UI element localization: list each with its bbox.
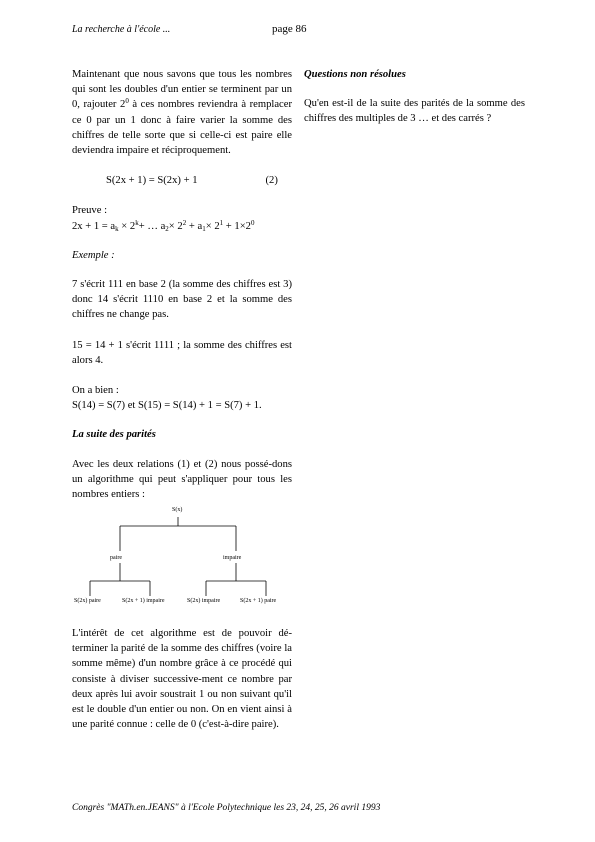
right-column xyxy=(304,67,525,127)
left-column xyxy=(72,67,292,502)
example-paragraph-1: 7 s'écrit 111 en base 2 (la somme des chiffres est 3) donc 14 s'écrit 1110 en base 2 et la somme des chiffres ne change pas. xyxy=(72,279,292,321)
tree-leaf-4: S(2x + 1) paire xyxy=(240,598,277,604)
tree-leaf-2: S(2x + 1) impaire xyxy=(122,598,165,604)
tree-node-paire: paire xyxy=(110,555,122,561)
algorithm-interest-paragraph: L'intérêt de cet algorithme est de pouvoir dé-terminer la parité de la somme des chiffres (voire la somme même) d'un nombre grâce à ce procédé qui consiste à diviser successive-ment ce nombre par deux après lui avoir soustrait 1 ou non suivant qu'il est le double d'un entier ou non. On en vient ainsi à une parité connue : celle de 0 (c'est-à-dire paire). xyxy=(72,628,292,731)
intro-paragraph: Maintenant que nous savons que tous les nombres qui sont les doubles d'un entier se terminent par un 0, rajouter $2^0$ à ces nombres reviendra à remplacer ce 0 par un 1 donc à faire varier la somme des chiffres de telle sorte que si celle-ci est paire elle deviendra impaire et réciproquement. xyxy=(72,69,292,157)
questions-paragraph: Qu'en est-il de la suite des parités de la somme des chiffres des multiples de 3 … et des carrés ? xyxy=(304,98,525,125)
footer-text: Congrès "MATh.en.JEANS" à l'Ecole Polytechnique les 23, 24, 25, 26 avril 1993 xyxy=(72,803,381,813)
tree-node-impaire: impaire xyxy=(223,555,242,561)
page-number: page 86 xyxy=(272,23,307,35)
parity-tree-diagram xyxy=(72,503,302,611)
preuve-formula: $2x + 1 = a_k \times 2^k+$ … $a_2\times 2^2 + a_1\times 2^1 + 1\times 2^0$ xyxy=(72,218,255,233)
section-heading-questions: Questions non résolues xyxy=(304,69,406,80)
on-a-bien-label: On a bien : xyxy=(72,385,119,397)
preuve-label: Preuve : xyxy=(72,205,108,217)
example-paragraph-2: 15 = 14 + 1 s'écrit 1111 ; la somme des chiffres est alors 4. xyxy=(72,339,292,366)
exemple-label: Exemple : xyxy=(72,249,115,261)
tree-leaf-1: S(2x) paire xyxy=(74,598,101,604)
algorithm-intro-paragraph: Avec les deux relations (1) et (2) nous possé-dons un algorithme qui peut s'appliquer pour tous les nombres entiers : xyxy=(72,458,292,501)
result-line: S(14) = S(7) et S(15) = S(14) + 1 = S(7) + 1. xyxy=(72,400,262,412)
section-heading-suite: La suite des parités xyxy=(72,429,156,441)
tree-lines xyxy=(72,503,302,611)
tree-root: S(x) xyxy=(172,507,183,513)
tree-leaf-3: S(2x) impaire xyxy=(187,598,221,604)
running-title: La recherche à l'école ... xyxy=(72,24,171,35)
formula-2: S(2x + 1) = S(2x) + 1 (2) xyxy=(106,175,278,187)
left-column-bottom xyxy=(72,626,292,732)
